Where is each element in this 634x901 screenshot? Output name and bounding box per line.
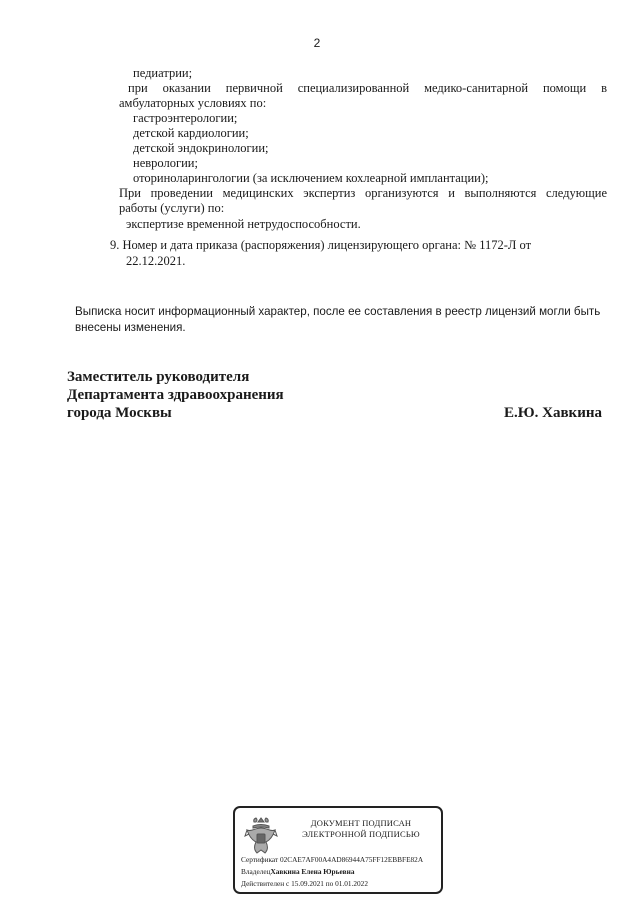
body-line: работы (услуги) по:: [119, 201, 225, 215]
signer-name: Е.Ю. Хавкина: [503, 405, 602, 421]
licence-order-date: 22.12.2021.: [126, 254, 186, 268]
certificate-value: 02CAE7AF00A4AD86944A75FF12EBBFE82A: [279, 855, 424, 864]
stamp-title: ДОКУМЕНТ ПОДПИСАН: [310, 818, 412, 828]
body-line: при оказании первичной специализированной медико-санитарной помощи в: [128, 81, 607, 95]
page-number: 2: [313, 36, 321, 50]
licence-order-line: 9. Номер и дата приказа (распоряжения) лицензирующего органа: № 1172-Л от: [110, 238, 532, 252]
body-line: При проведении медицинских экспертиз организуются и выполняются следующие: [119, 186, 607, 200]
owner-label: Владелец: [241, 867, 271, 876]
owner-line: [241, 867, 441, 876]
certificate-label: Сертификат: [241, 855, 279, 864]
body-line: оториноларингологии (за исключением кохлеарной имплантации);: [133, 171, 489, 185]
body-line: детской эндокринологии;: [133, 141, 269, 155]
notice-line: внесены изменения.: [75, 321, 186, 334]
signer-position: Департамента здравоохранения: [67, 387, 284, 403]
body-line: гастроэнтерологии;: [133, 111, 238, 125]
body-line: педиатрии;: [133, 66, 193, 80]
signer-position: города Москвы: [67, 405, 172, 421]
body-line: детской кардиологии;: [133, 126, 249, 140]
coat-of-arms-icon: [243, 814, 279, 858]
validity-line: Действителен с 15.09.2021 по 01.01.2022: [241, 879, 368, 888]
signer-position: Заместитель руководителя: [67, 369, 250, 385]
stamp-title: ЭЛЕКТРОННОЙ ПОДПИСЬЮ: [302, 829, 420, 839]
body-line: неврологии;: [133, 156, 198, 170]
electronic-signature-stamp: [233, 806, 443, 894]
notice-line: Выписка носит информационный характер, после ее составления в реестр лицензий могли быть: [75, 305, 601, 318]
certificate-line: [241, 855, 441, 864]
body-line: амбулаторных условиях по:: [119, 96, 267, 110]
owner-value: Хавкина Елена Юрьевна: [270, 867, 355, 876]
body-line: экспертизе временной нетрудоспособности.: [126, 217, 361, 231]
